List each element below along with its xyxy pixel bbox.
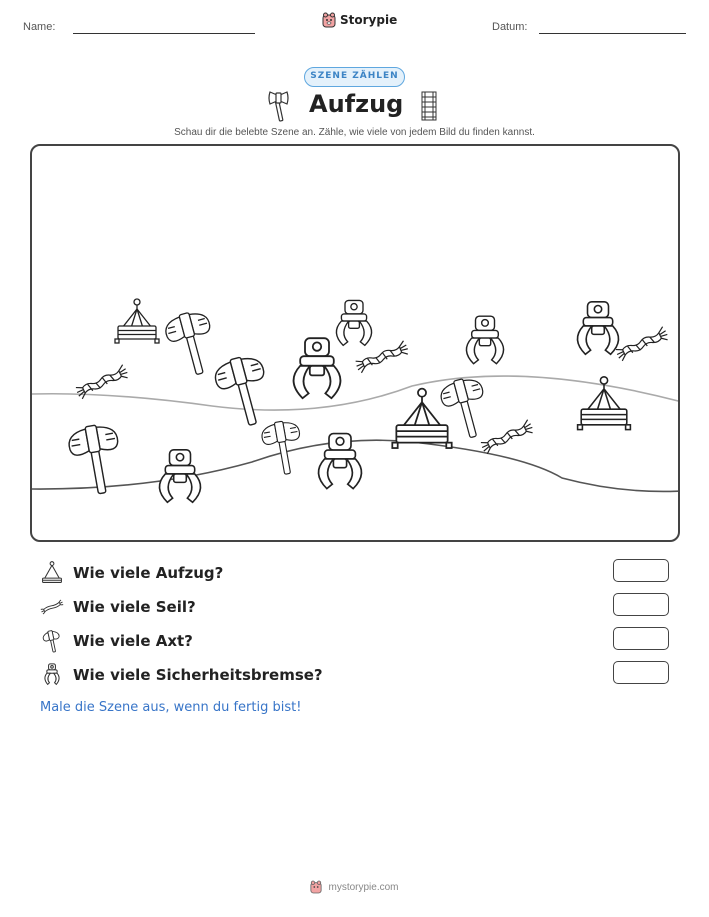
question-axe	[40, 629, 193, 653]
date-label: Datum:	[492, 21, 528, 33]
scene-brake	[159, 450, 200, 503]
date-line[interactable]	[539, 33, 686, 34]
storypie-mascot-icon	[310, 880, 322, 894]
activity-badge: SZENE ZÄHLEN	[304, 67, 405, 87]
rope-icon	[40, 595, 64, 619]
scene-brake	[466, 316, 503, 364]
scene-brake	[577, 302, 618, 355]
name-line[interactable]	[73, 33, 255, 34]
question-text: Wie viele Axt?	[73, 632, 193, 650]
storypie-logo	[322, 12, 397, 28]
elevator-shaft-icon	[421, 91, 437, 121]
back-hill-line	[32, 376, 680, 410]
question-lift	[40, 561, 223, 585]
scene-brake	[319, 434, 362, 489]
question-rope	[40, 595, 196, 619]
name-label: Name:	[23, 21, 56, 33]
counting-scene	[30, 144, 680, 542]
scene-rope	[480, 419, 535, 455]
axe-icon	[40, 629, 64, 653]
scene-brake	[294, 338, 341, 398]
question-text: Wie viele Aufzug?	[73, 564, 224, 582]
axe-icon	[267, 89, 291, 123]
footer-url: mystorypie.com	[328, 881, 399, 893]
scene-rope	[354, 340, 409, 373]
answer-box-axe[interactable]	[613, 627, 669, 650]
answer-box-rope[interactable]	[613, 593, 669, 616]
scene-rope	[615, 326, 670, 362]
question-text: Wie viele Seil?	[73, 598, 196, 616]
storypie-mascot-icon	[322, 12, 336, 28]
logo-text: Storypie	[340, 13, 398, 27]
answer-box-brake[interactable]	[613, 661, 669, 684]
instructions-text: Schau dir die belebte Szene an. Zähle, wie viele von jedem Bild du finden kannst.	[174, 127, 535, 138]
answer-box-lift[interactable]	[613, 559, 669, 582]
question-text: Wie viele Sicherheitsbremse?	[73, 666, 323, 684]
lift-icon	[40, 561, 64, 585]
scene-brake	[336, 300, 371, 345]
scene-lift	[578, 377, 631, 430]
page-title: Aufzug	[309, 90, 404, 118]
scene-axe	[162, 308, 221, 379]
footer	[0, 880, 709, 894]
color-instruction: Male die Szene aus, wenn du fertig bist!	[40, 700, 302, 715]
scene-lift	[115, 299, 159, 343]
scene-axe	[212, 352, 277, 431]
brake-icon	[40, 663, 64, 687]
scene-drawing	[32, 146, 680, 542]
question-brake	[40, 663, 323, 687]
